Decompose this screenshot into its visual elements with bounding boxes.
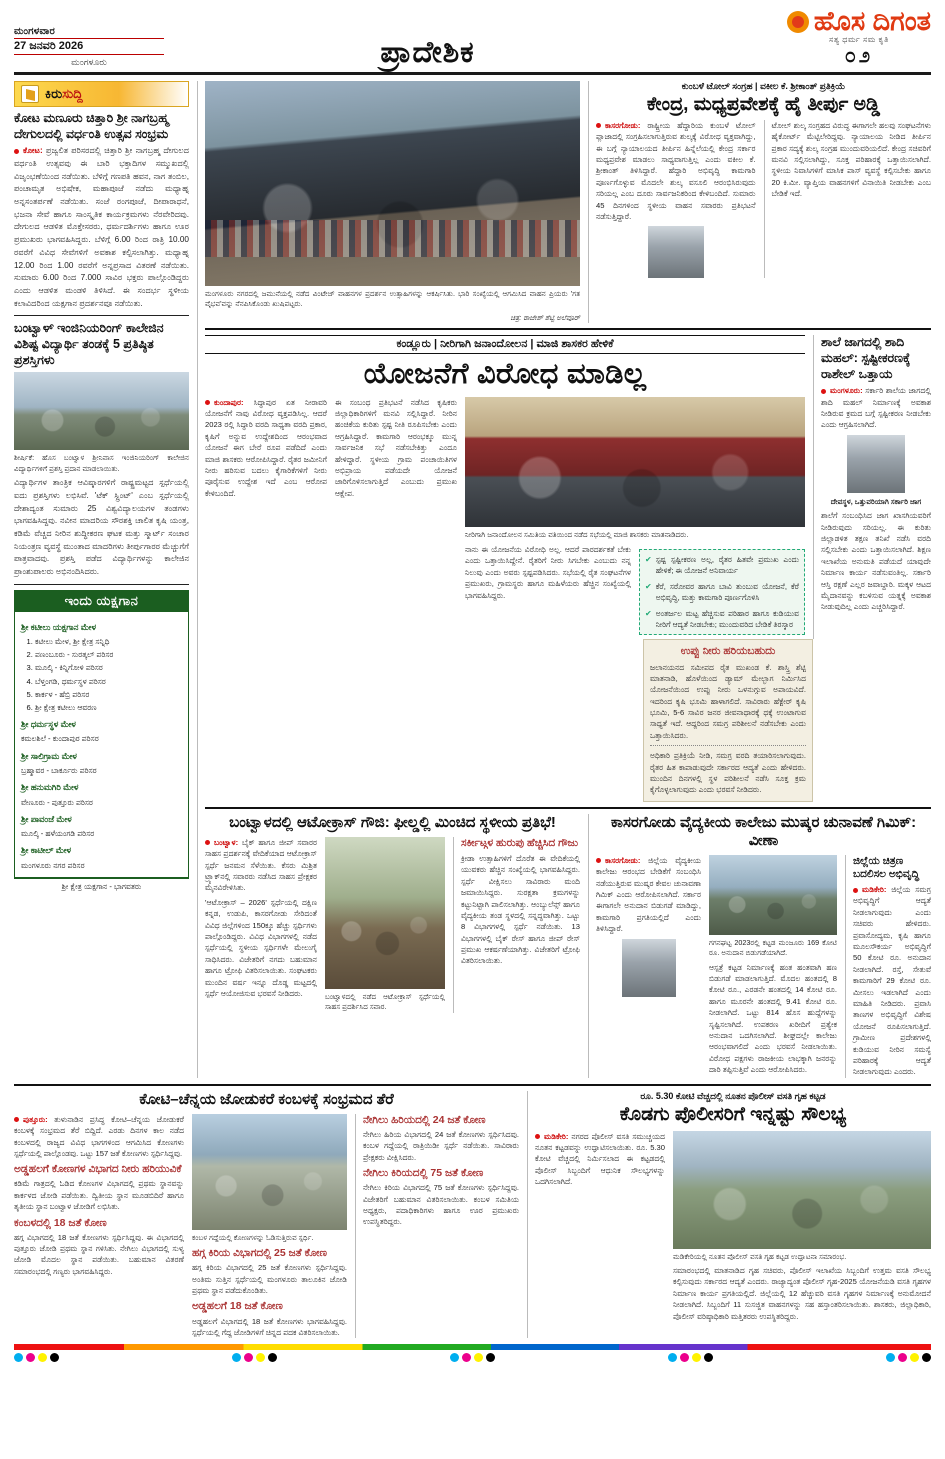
list-item: 6. ಶ್ರೀ ಕ್ಷೇತ್ರ ಕಟೀಲು ಆವರಣ bbox=[35, 702, 182, 714]
district-text: ಜಿಲ್ಲೆಯ ಸಮಗ್ರ ಅಭಿವೃದ್ಧಿಗೆ ಆದ್ಯತೆ ನೀಡಲಾಗುವುದು ಎಂದು ಸಚಿವರು ಹೇಳಿದರು. ಪ್ರವಾಸೋದ್ಯಮ, ಕೃಷಿ ಹಾಗೂ ಮೂಲಸೌಕರ್ಯ ಅಭಿವೃದ್ಧಿಗೆ 50 ಕೋಟಿ ರೂ. ಅನುದಾನ ನೀಡಲಾಗಿದೆ. ರಸ್ತೆ, ಸೇತುವೆ ಕಾಮಗಾರಿಗೆ 29 ಕೋಟಿ ರೂ. ಮೀಸಲು ಇಡಲಾಗಿದೆ ಎಂದು ಮಾಹಿತಿ ನೀಡಿದರು. ಪ್ರವಾಸಿ ತಾಣಗಳ ಅಭಿವೃದ್ಧಿಗೆ ವಿಶೇಷ ಯೋಜನೆ ರೂಪಿಸಲಾಗುತ್ತಿದೆ. ಗ್ರಾಮೀಣ ಪ್ರದೇಶಗಳಲ್ಲಿ ಕುಡಿಯುವ ನೀರಿನ ಸಮಸ್ಯೆ ಪರಿಹಾರಕ್ಕೆ ಆದ್ಯತೆ ನೀಡಲಾಗುವುದು ಎಂದರು. bbox=[853, 885, 931, 1077]
kambala-result2-text: ಹಗ್ಗ ಕಿರಿಯ ವಿಭಾಗದಲ್ಲಿ 25 ಜತೆ ಕೋಣಗಳು ಸ್ಪರ್ಧಿಸಿದ್ದವು. ಅಂತಿಮ ಸುತ್ತಿನ ಸ್ಪರ್ಧೆಯಲ್ಲಿ ಮಂಗಳೂರು ತಾಲೂಕಿನ ಜೋಡಿ ಪ್ರಥಮ ಸ್ಥಾನ ಪಡೆದುಕೊಂಡಿತು. bbox=[192, 1263, 347, 1296]
story1-text: ಪ್ರಜ್ವಲಿತ ಪರಿಸರದಲ್ಲಿ ಚಿತ್ತಾರಿ ಶ್ರೀ ನಾಗಬ್ರಹ್ಮ ದೇಗುಲದ ವರ್ಧಂತಿ ಉತ್ಸವವು ಈ ಬಾರಿ ಭಕ್ತಾದಿಗಳ ಸಮ್ಮುಖದಲ್ಲಿ ವಿಜೃಂಭಣೆಯಿಂದ ನಡೆಯಿತು. ಬೆಳಿಗ್ಗೆ ಗಣಪತಿ ಹವನ, ನಾಗ ತಂಬಿಲ, ಪಂಚಾಮೃತ ಅಭಿಷೇಕ, ಮಹಾಪೂಜೆ ನಡೆದು ಮಧ್ಯಾಹ್ನ ಅನ್ನಸಂತರ್ಪಣೆ ನಡೆಯಿತು. ಸಂಜೆ ರಂಗಪೂಜೆ, ದೀಪಾರಾಧನೆ, ಭಜನಾ ಸೇವೆ ಹಾಗೂ ಸಾಂಸ್ಕೃತಿಕ ಕಾರ್ಯಕ್ರಮಗಳು ನೆರವೇರಿದವು. ದೇಗುಲದ ಆಡಳಿತ ಮೊಕ್ತೇಸರರು, ಧರ್ಮದರ್ಶಿಗಳು ಹಾಗೂ ಊರ ಪ್ರಮುಖರು ಭಾಗವಹಿಸಿದ್ದರು. ಬೆಳಿಗ್ಗೆ 6.00 ರಿಂದ ರಾತ್ರಿ 10.00 ರವರೆಗೆ ವಿವಿಧ ಸೇವೆಗಳಿಗೆ ಅವಕಾಶ ಕಲ್ಪಿಸಲಾಗಿತ್ತು. ಮಧ್ಯಾಹ್ನ 12.00 ರಿಂದ 1.00 ರವರೆಗೆ ಅನ್ನಪ್ರಸಾದ ವಿತರಣೆ ನಡೆಯಿತು. ಸುಮಾರು 6.00 ರಿಂದ 7.000 ಸಾವಿರ ಭಕ್ತರು ಪಾಲ್ಗೊಂಡಿದ್ದರು ಎಂದು ಆಡಳಿತ ಮಂಡಳಿ ತಿಳಿಸಿದೆ. ಈ ಸಂದರ್ಭ ಸ್ಥಳೀಯ ಕಲಾವಿದರಿಂದ ಯಕ್ಷಗಾನ ಪ್ರದರ್ಶನವೂ ನಡೆಯಿತು. bbox=[14, 146, 190, 308]
police-text-2: ಸಮಾರಂಭದಲ್ಲಿ ಮಾತನಾಡಿದ ಗೃಹ ಸಚಿವರು, ಪೊಲೀಸ್ ಇಲಾಖೆಯ ಸಿಬ್ಬಂದಿಗೆ ಉತ್ತಮ ವಸತಿ ಸೌಲಭ್ಯ ಕಲ್ಪಿಸುವುದು ಸರ್ಕಾರದ ಆದ್ಯತೆ ಎಂದರು. ರಾಜ್ಯಾದ್ಯಂತ ಪೊಲೀಸ್ ಗೃಹ-2025 ಯೋಜನೆಯಡಿ ವಸತಿ ಗೃಹಗಳ ನಿರ್ಮಾಣ ಕಾರ್ಯ ಪ್ರಗತಿಯಲ್ಲಿದೆ. ಜಿಲ್ಲೆಯಲ್ಲಿ 12 ಹೆಚ್ಚುವರಿ ವಸತಿ ಗೃಹಗಳ ನಿರ್ಮಾಣಕ್ಕೆ ಅನುಮೋದನೆ ನೀಡಲಾಗಿದೆ. ಸಿಬ್ಬಂದಿಗೆ 11 ಸುಸಜ್ಜಿತ ವಾಹನಗಳನ್ನು ಸಹ ಹಸ್ತಾಂತರಿಸಲಾಯಿತು. ಶಾಸಕರು, ಜಿಲ್ಲಾಧಿಕಾರಿ, ಪೊಲೀಸ್ ವರಿಷ್ಠಾಧಿಕಾರಿ ಮತ್ತಿತರರು ಉಪಸ್ಥಿತರಿದ್ದರು. bbox=[673, 1266, 931, 1321]
autocross-photo-col bbox=[325, 837, 445, 1013]
list-item: ಬ್ರಹ್ಮಾವರ - ಬಾರ್ಕೂರು ಪರಿಸರ bbox=[21, 766, 97, 776]
kirusuddi-label bbox=[45, 86, 83, 102]
yaksha-group-list bbox=[21, 636, 182, 714]
police-headline: ಕೊಡಗು ಪೊಲೀಸರಿಗೆ ಇನ್ನಷ್ಟು ಸೌಲಭ್ಯ bbox=[619, 1103, 847, 1125]
center-lead-block bbox=[205, 335, 931, 639]
kambala-photo-col bbox=[192, 1114, 347, 1339]
autocross-headline: ಬಂಟ್ವಾಳದಲ್ಲಿ ಆಟೋಕ್ರಾಸ್ ಗೌಜಿ: ಫೀಲ್ಡಲ್ಲಿ ಮಿಂಚಿದ ಸ್ಥಳೀಯ ಪ್ರತಿಭೆ! bbox=[229, 813, 556, 831]
kambala-story bbox=[14, 1091, 519, 1339]
kambala-result3-text: ನೇಗಿಲು ಕಿರಿಯ ವಿಭಾಗದಲ್ಲಿ 75 ಜತೆ ಕೋಣಗಳು ಸ್ಪರ್ಧಿಸಿದ್ದವು. ವಿಜೇತರಿಗೆ ಬಹುಮಾನ ವಿತರಿಸಲಾಯಿತು. ಕಂಬಳ ಸಮಿತಿಯ ಅಧ್ಯಕ್ಷರು, ಪದಾಧಿಕಾರಿಗಳು ಹಾಗೂ ಊರ ಪ್ರಮುಖರು ಉಪಸ್ಥಿತರಿದ್ದರು. bbox=[363, 1183, 519, 1227]
sun-icon bbox=[787, 11, 809, 33]
medical-story bbox=[588, 814, 931, 1078]
list-item: 5. ಕಾರ್ಕಳ - ಹೆಬ್ರಿ ಪರಿಸರ bbox=[35, 689, 182, 701]
police-text-1: ನಗರದ ಪೊಲೀಸ್ ವಸತಿ ಸಮುಚ್ಚಯದ ನೂತನ ಕಟ್ಟಡವನ್ನು ಉದ್ಘಾಟಿಸಲಾಯಿತು. ರೂ. 5.30 ಕೋಟಿ ವೆಚ್ಚದಲ್ಲಿ ನಿರ್ಮಿಸಲಾದ ಈ ಕಟ್ಟಡದಲ್ಲಿ ಪೊಲೀಸ್ ಸಿಬ್ಬಂದಿಗೆ ಆಧುನಿಕ ಸೌಲಭ್ಯಗಳನ್ನು ಒದಗಿಸಲಾಗಿದೆ. bbox=[535, 1131, 665, 1187]
lead-kicker: ಕಂಡ್ಲೂರು | ನೀರಿಗಾಗಿ ಜನಾಂದೋಲನ | ಮಾಜಿ ಶಾಸಕರ ಹೇಳಿಕೆ bbox=[205, 335, 805, 354]
top-row bbox=[205, 81, 931, 323]
medical-col-1 bbox=[596, 855, 701, 1078]
police-caption: ಮಡಿಕೇರಿಯಲ್ಲಿ ನೂತನ ಪೊಲೀಸ್ ವಸತಿ ಗೃಹ ಕಟ್ಟಡ ಉದ್ಘಾಟನಾ ಸಮಾರಂಭ. bbox=[673, 1251, 847, 1261]
logo-title: ಹೊಸ ದಿಗಂತ bbox=[813, 6, 931, 36]
kambala-result2-text: ಅಡ್ಡಹಲಗೆ ವಿಭಾಗದಲ್ಲಿ 18 ಜತೆ ಕೋಣಗಳು ಭಾಗವಹಿಸಿದ್ದವು. ಸ್ಪರ್ಧೆಯಲ್ಲಿ ಗೆದ್ದ ಜೋಡಿಗಳಿಗೆ ಚಿನ್ನದ ಪದಕ ವಿತರಿಸಲಾಯಿತು. bbox=[192, 1316, 347, 1337]
lead-caption: ನೀರಿಗಾಗಿ ಜನಾಂದೋಲನ ಸಮಿತಿಯ ವತಿಯಿಂದ ನಡೆದ ಸಭೆಯಲ್ಲಿ ಮಾಜಿ ಶಾಸಕರು ಮಾತನಾಡಿದರು. bbox=[465, 529, 689, 539]
lead-bullets-wrap bbox=[639, 544, 805, 635]
kambala-result3-text: ನೇಗಿಲು ಹಿರಿಯ ವಿಭಾಗದಲ್ಲಿ 24 ಜತೆ ಕೋಣಗಳು ಸ್ಪರ್ಧಿಸಿದವು. ಕಂಬಳ ಗದ್ದೆಯಲ್ಲಿ ರಾತ್ರಿಯಿಡೀ ಸ್ಪರ್ಧೆ ನಡೆಯಿತು. ಸಾವಿರಾರು ಪ್ರೇಕ್ಷಕರು ವೀಕ್ಷಿಸಿದರು. bbox=[363, 1129, 519, 1162]
uppu-box-wrap bbox=[643, 639, 813, 801]
police-col-1 bbox=[535, 1131, 665, 1322]
autocross-col-3 bbox=[453, 837, 580, 1013]
uppu-text-2: ಅಧಿಕಾರಿ ಪ್ರತಿಕ್ರಿಯೆ ನೀಡಿ, ಸಮಗ್ರ ವರದಿ ತಯಾರಿಸಲಾಗುವುದು. ರೈತರ ಹಿತ ಕಾಪಾಡುವುದೇ ಸರ್ಕಾರದ ಆದ್ಯತೆ ಎಂದು ಹೇಳಿದರು. ಮುಂದಿನ ದಿನಗಳಲ್ಲಿ ಸ್ಥಳ ಪರಿಶೀಲನೆ ನಡೆಸಿ ಸೂಕ್ತ ಕ್ರಮ ಕೈಗೊಳ್ಳಲಾಗುವುದು ಎಂದು ಭರವಸೆ ನೀಡಿದರು. bbox=[650, 751, 806, 795]
masthead-center bbox=[164, 38, 691, 68]
story2-caption: ಶೀರ್ಷಿಕೆ: ಹೊಸ ಬಂಟ್ವಾಳ ಶ್ರೀನಿವಾಸ ಇಂಜಿನಿಯರಿಂಗ್ ಕಾಲೇಜಿನ ವಿದ್ಯಾರ್ಥಿಗಳಿಗೆ ಪ್ರಶಸ್ತಿ ಪ್ರದಾನ ಮಾಡಲಾಯಿತು. bbox=[14, 453, 189, 473]
story1-body bbox=[14, 145, 189, 310]
autocross-subtext: ಕ್ರೀಡಾ ಉತ್ಸಾಹಿಗಳಿಗೆ ದೊರೆತ ಈ ವೇದಿಕೆಯಲ್ಲಿ ಯುವಕರು ಹೆಚ್ಚಿನ ಸಂಖ್ಯೆಯಲ್ಲಿ ಭಾಗವಹಿಸಿದ್ದರು. ಸ್ಪರ್ಧೆ ವೀಕ್ಷಿಸಲು ಸಾವಿರಾರು ಮಂದಿ ಜಮಾಯಿಸಿದ್ದರು. ಸುರಕ್ಷತಾ ಕ್ರಮಗಳನ್ನು ಕಟ್ಟುನಿಟ್ಟಾಗಿ ಪಾಲಿಸಲಾಗಿತ್ತು. ಆಂಬ್ಯುಲೆನ್ಸ್ ಹಾಗೂ ವೈದ್ಯಕೀಯ ತಂಡ ಸ್ಥಳದಲ್ಲಿ ಸನ್ನದ್ಧವಾಗಿತ್ತು. ಒಟ್ಟು 8 ವಿಭಾಗಗಳಲ್ಲಿ ಸ್ಪರ್ಧೆ ನಡೆಯಿತು. 13 ವಿಭಾಗಗಳಲ್ಲಿ ಬೈಕ್ ರೇಸ್ ಹಾಗೂ ಜೀಪ್ ರೇಸ್ ಪ್ರಮುಖ ಆಕರ್ಷಣೆಯಾಗಿತ್ತು. ವಿಜೇತರಿಗೆ ಟ್ರೋಫಿ ವಿತರಿಸಲಾಯಿತು. bbox=[461, 853, 580, 966]
kambala-dateline: ಪುತ್ತೂರು: bbox=[14, 1115, 48, 1124]
logo-subtitle: ಸತ್ಯ ಧರ್ಮ ಸಮ ಕೃತಿ bbox=[828, 35, 889, 44]
reg-group bbox=[886, 1353, 931, 1362]
lead-text-3: ನಾನು ಈ ಯೋಜನೆಯ ವಿರೋಧಿ ಅಲ್ಲ. ಆದರೆ ಪಾರದರ್ಶಕತೆ ಬೇಕು ಎಂದು ಒತ್ತಾಯಿಸಿದ್ದೇನೆ. ರೈತರಿಗೆ ನೀರು ಸಿಗಬೇಕು ಎಂಬುದು ನನ್ನ ನಿಲುವು ಎಂದು ಅವರು ಸ್ಪಷ್ಟಪಡಿಸಿದರು. ಸಭೆಯಲ್ಲಿ ರೈತ ಸಂಘಟನೆಗಳ ಪ್ರಮುಖರು, ಗ್ರಾಮಸ್ಥರು ಹಾಗೂ ಮಹಿಳೆಯರು ಹೆಚ್ಚಿನ ಸಂಖ್ಯೆಯಲ್ಲಿ ಭಾಗವಹಿಸಿದ್ದರು. bbox=[465, 545, 631, 600]
lead-bullets bbox=[639, 549, 805, 635]
autocross-photo bbox=[325, 837, 445, 989]
reg-group bbox=[14, 1353, 59, 1362]
bullet-item: ✔ ಸ್ಪಷ್ಟ ಸ್ಪಷ್ಟೀಕರಣ ಅಲ್ಲ, ರೈತರ ಹಿತವೇ ಪ್ರಮುಖ ಎಂದು ಹೇಳಿಕೆ; ಈ ಯೋಜನೆ ಅನಿವಾರ್ಯ bbox=[645, 554, 799, 577]
police-dateline: ಮಡಿಕೇರಿ: bbox=[535, 1132, 568, 1141]
story2-headline: ಬಂಟ್ವಾಳ್ ಇಂಜಿನಿಯರಿಂಗ್ ಕಾಲೇಜಿನ ವಿಶಿಷ್ಟ ವಿದ್ಯಾರ್ಥಿ ತಂಡಕ್ಕೆ 5 ಪ್ರತಿಷ್ಠಿತ ಪ್ರಶಸ್ತಿಗಳು bbox=[14, 321, 164, 367]
vintage-car-photo-block bbox=[205, 81, 580, 323]
page-title: ಪ್ರಾದೇಶಿಕ bbox=[380, 36, 475, 69]
uppu-box bbox=[643, 639, 813, 801]
district-dateline: ಮಡಿಕೇರಿ: bbox=[853, 885, 886, 894]
lead-col-2 bbox=[335, 397, 457, 636]
yakshagana-box bbox=[14, 590, 189, 895]
center-right-rail bbox=[813, 335, 931, 639]
toll-text-1: ರಾಷ್ಟ್ರೀಯ ಹೆದ್ದಾರಿಯ ಕುಂಬಳೆ ಟೋಲ್ ಪ್ಲಾಜಾದಲ್ಲಿ ಸಂಗ್ರಹಿಸಲಾಗುತ್ತಿರುವ ಶುಲ್ಕಕ್ಕೆ ವಿರೋಧ ವ್ಯಕ್ತವಾಗಿದ್ದು, ಈ ಬಗ್ಗೆ ನ್ಯಾಯಾಲಯದ ತೀರ್ಪಿನ ಹಿನ್ನೆಲೆಯಲ್ಲಿ ಕೇಂದ್ರ ಸರ್ಕಾರ ಮಧ್ಯಪ್ರವೇಶ ಮಾಡಲು ಸಾಧ್ಯವಾಗುತ್ತಿಲ್ಲ ಎಂದು ವಕೀಲ ಕೆ. ಶ್ರೀಕಾಂತ್ ತಿಳಿಸಿದ್ದಾರೆ. ಹೆದ್ದಾರಿ ಅಭಿವೃದ್ಧಿ ಕಾಮಗಾರಿ ಪೂರ್ಣಗೊಳ್ಳುವ ಮೊದಲೇ ಶುಲ್ಕ ವಸೂಲಿ ಆರಂಭಿಸಿರುವುದು ಸರಿಯಲ್ಲ ಎಂಬ ದೂರು ಸಾರ್ವಜನಿಕರಿಂದ ಕೇಳಿಬಂದಿದೆ. ಸುಮಾರು 45 ದಿನಗಳಿಂದ ಸ್ಥಳೀಯ ವಾಹನ ಸವಾರರು ಪ್ರತಿಭಟನೆ ನಡೆಸುತ್ತಿದ್ದಾರೆ. bbox=[596, 120, 756, 221]
kambala-result2-title: ಹಗ್ಗ ಕಿರಿಯ ವಿಭಾಗದಲ್ಲಿ 25 ಜತೆ ಕೋಣ bbox=[192, 1247, 327, 1260]
srikanth-portrait bbox=[648, 226, 704, 278]
lead-photo bbox=[465, 397, 805, 527]
bullet-item: ✔ ಕೆರೆ, ಸರೋವರ ಹಾಗೂ ಬಾವಿ ತುಂಬುವ ಯೋಜನೆ, ಕೆರೆ ಅಭಿವೃದ್ಧಿ, ಮತ್ತು ಕಾಮಗಾರಿ ಪೂರ್ಣಗೊಳಿಸಿ bbox=[645, 581, 799, 604]
yakshagana-body bbox=[14, 612, 189, 878]
toll-kicker: ಕುಂಬಳೆ ಟೋಲ್ ಸಂಗ್ರಹ | ವಕೀಲ ಕೆ. ಶ್ರೀಕಾಂತ್ ಪ್ರತಿಕ್ರಿಯೆ bbox=[681, 81, 846, 91]
kirusuddi-banner bbox=[14, 81, 189, 107]
bullet-item: ✔ ಅಂತರ್ಜಲ ಮಟ್ಟ ಹೆಚ್ಚಿಸುವ ಪರಿಹಾರ ಹಾಗೂ ಕುಡಿಯುವ ನೀರಿಗೆ ಆದ್ಯತೆ ನೀಡಬೇಕು; ಮುಂದುವರಿದ ಬೇಡಿಕೆ ತಿರಸ್ಕಾರ bbox=[645, 608, 799, 631]
rashel-portrait bbox=[847, 435, 905, 493]
toll-story bbox=[588, 81, 931, 323]
reg-group bbox=[232, 1353, 277, 1362]
story2-text: ವಿದ್ಯಾರ್ಥಿಗಳ ತಾಂತ್ರಿಕ ಆವಿಷ್ಕಾರಗಳಿಗೆ ರಾಷ್ಟ್ರಮಟ್ಟದ ಸ್ಪರ್ಧೆಯಲ್ಲಿ ಐದು ಪ್ರಶಸ್ತಿಗಳು ಲಭಿಸಿವೆ. 'ಟೆಕ್ ಸ್ಪ್ರಿಂಟ್' ಎಂಬ ಸ್ಪರ್ಧೆಯಲ್ಲಿ ದೇಶಾದ್ಯಂತ ಸುಮಾರು 25 ವಿಶ್ವವಿದ್ಯಾಲಯಗಳ ತಂಡಗಳು ಭಾಗವಹಿಸಿದ್ದವು. ನವೀನ ಮಾದರಿಯ ಸೌರಶಕ್ತಿ ಚಾಲಿತ ಕೃಷಿ ಯಂತ್ರ, ಕಡಿಮೆ ವೆಚ್ಚದ ನೀರಿನ ಶುದ್ಧೀಕರಣ ಘಟಕ ಮತ್ತು ಸ್ಮಾರ್ಟ್ ಸಂಚಾರ ನಿಯಂತ್ರಣ ವ್ಯವಸ್ಥೆ ಮುಂತಾದ ಮಾದರಿಗಳು ತೀರ್ಪುಗಾರರ ಮೆಚ್ಚುಗೆಗೆ ಪಾತ್ರವಾದವು. ಪ್ರಶಸ್ತಿ ಪಡೆದ ವಿದ್ಯಾರ್ಥಿಗಳನ್ನು ಕಾಲೇಜಿನ ಪ್ರಾಂಶುಪಾಲರು ಅಭಿನಂದಿಸಿದರು. bbox=[14, 478, 189, 577]
district-headline: ಜಿಲ್ಲೆಯ ಚಿತ್ರಣ ಬದಲಿಸಲ ಅಭಿವೃದ್ಧಿ bbox=[853, 854, 920, 880]
kambala-headline: ಕೋಟಿ–ಚೆನ್ನಯ ಜೋಡುಕರೆ ಕಂಬಳಕ್ಕೆ ಸಂಭ್ರಮದ ತೆರೆ bbox=[139, 1090, 394, 1108]
autocross-story bbox=[205, 814, 580, 1078]
wedding-text-2: ಶಾಲೆಗೆ ಸಂಬಂಧಿಸಿದ ಜಾಗ ಖಾಸಗಿಯವರಿಗೆ ನೀಡಿರುವುದು ಸರಿಯಲ್ಲ. ಈ ಕುರಿತು ಜಿಲ್ಲಾಡಳಿತ ತಕ್ಷಣ ತನಿಖೆ ನಡೆಸಿ ವರದಿ ಸಲ್ಲಿಸಬೇಕು ಎಂದು ಒತ್ತಾಯಿಸಲಾಗಿದೆ. ಶಿಕ್ಷಣ ಇಲಾಖೆಯ ಅನುಮತಿ ಪಡೆಯದೆ ಯಾವುದೇ ನಿರ್ಮಾಣ ಕಾರ್ಯ ನಡೆಸುವಂತಿಲ್ಲ. ಸರ್ಕಾರಿ ಆಸ್ತಿ ರಕ್ಷಣೆ ಎಲ್ಲರ ಜವಾಬ್ದಾರಿ. ಮಕ್ಕಳ ಆಟದ ಮೈದಾನವನ್ನು ಕಬಳಿಸುವ ಯತ್ನಕ್ಕೆ ಅವಕಾಶ ನೀಡುವುದಿಲ್ಲ ಎಂದು ಎಚ್ಚರಿಸಿದ್ದಾರೆ. bbox=[821, 511, 931, 612]
list-item: ಕಮಲಶಿಲೆ - ಕುಂದಾಪುರ ಪರಿಸರ bbox=[21, 734, 99, 744]
district-story bbox=[845, 855, 931, 1078]
newspaper-logo bbox=[787, 8, 931, 68]
toll-dateline: ಕಾಸರಗೋಡು: bbox=[596, 121, 640, 130]
police-kicker: ರೂ. 5.30 ಕೋಟಿ ವೆಚ್ಚದಲ್ಲಿ ನೂತನ ಪೊಲೀಸ್ ವಸತಿ ಗೃಹ ಕಟ್ಟಡ bbox=[640, 1090, 826, 1101]
masthead-day: ಮಂಗಳವಾರ bbox=[14, 26, 56, 37]
masthead-date: 27 ಜನವರಿ 2026 bbox=[14, 38, 164, 55]
top-block bbox=[14, 81, 931, 1078]
masthead-right bbox=[691, 8, 931, 68]
list-item: ಮೂಲ್ಕಿ - ಹಳೆಯಂಗಡಿ ಪರಿಸರ bbox=[21, 829, 95, 839]
masthead bbox=[14, 8, 931, 75]
kambala-result-text: ಕಡಿಮೆ ಗಾತ್ರದಲ್ಲಿ ಓಡಿದ ಕೋಣಗಳ ವಿಭಾಗದಲ್ಲಿ ಪ್ರಥಮ ಸ್ಥಾನವನ್ನು ಕಾರ್ಕಳದ ಜೋಡಿ ಪಡೆಯಿತು. ದ್ವಿತೀಯ ಸ್ಥಾನ ಮೂಡಬಿದಿರೆ ಹಾಗೂ ತೃತೀಯ ಸ್ಥಾನ ಬಂಟ್ವಾಳ ಜೋಡಿಗೆ ಲಭಿಸಿತು. bbox=[14, 1179, 184, 1212]
autocross-text-2: 'ಆಟೋಕ್ರಾಸ್ – 2026' ಸ್ಪರ್ಧೆಯಲ್ಲಿ ದಕ್ಷಿಣ ಕನ್ನಡ, ಉಡುಪಿ, ಕಾಸರಗೋಡು ಸೇರಿದಂತೆ ವಿವಿಧ ಜಿಲ್ಲೆಗಳಿಂದ 150ಕ್ಕೂ ಹೆಚ್ಚು ಸ್ಪರ್ಧಿಗಳು ಪಾಲ್ಗೊಂಡಿದ್ದರು. ವಿವಿಧ ವಿಭಾಗಗಳಲ್ಲಿ ನಡೆದ ಸ್ಪರ್ಧೆಯಲ್ಲಿ ಸ್ಥಳೀಯ ಸ್ಪರ್ಧಿಗಳೇ ಮೇಲುಗೈ ಸಾಧಿಸಿದರು. ವಿಜೇತರಿಗೆ ನಗದು ಬಹುಮಾನ ಹಾಗೂ ಟ್ರೋಫಿ ವಿತರಿಸಲಾಯಿತು. ಸಂಘಟಕರು ಮುಂದಿನ ವರ್ಷ ಇನ್ನೂ ದೊಡ್ಡ ಮಟ್ಟದಲ್ಲಿ ಸ್ಪರ್ಧೆ ಆಯೋಜಿಸುವ ಭರವಸೆ ನೀಡಿದರು. bbox=[205, 897, 317, 998]
story2-photo bbox=[14, 372, 189, 450]
kambala-result-text: ಹಗ್ಗ ವಿಭಾಗದಲ್ಲಿ 18 ಜತೆ ಕೋಣಗಳು ಸ್ಪರ್ಧಿಸಿದ್ದವು. ಈ ವಿಭಾಗದಲ್ಲಿ ಪುತ್ತೂರು ಜೋಡಿ ಪ್ರಥಮ ಸ್ಥಾನ ಗಳಿಸಿತು. ನೇಗಿಲು ವಿಭಾಗದಲ್ಲಿ ಸುಳ್ಯ ಜೋಡಿ ಮೊದಲ ಸ್ಥಾನ ಪಡೆಯಿತು. ಬಹುಮಾನ ವಿತರಣೆ ಸಮಾರಂಭದಲ್ಲಿ ಗಣ್ಯರು ಭಾಗವಹಿಸಿದ್ದರು. bbox=[14, 1232, 184, 1276]
wedding-quote-name: ದೇವಸ್ಥಳ, ಒತ್ತುವರಿಯಾಗಿ ಸರ್ಕಾರಿ ಜಾಗ bbox=[830, 496, 922, 506]
story1-dateline: ಕೋಟ: bbox=[14, 146, 43, 155]
toll-headline: ಕೇಂದ್ರ, ಮಧ್ಯಪ್ರವೇಶಕ್ಕೆ ಹೈ ತೀರ್ಪು ಅಡ್ಡಿ bbox=[646, 94, 881, 115]
list-item: ವೇಣೂರು - ಪುತ್ತೂರು ಪರಿಸರ bbox=[21, 797, 93, 807]
yakshagana-title: ಇಂದು ಯಕ್ಷಗಾನ bbox=[14, 590, 189, 612]
vintage-car-caption: ಮಂಗಳೂರು ನಗರದಲ್ಲಿ ಜಮುನೆಯಲ್ಲಿ ನಡೆದ ವಿಂಟೇಜ್ ವಾಹನಗಳ ಪ್ರದರ್ಶನ ಉತ್ಸಾಹಿಗಳನ್ನು ಆಕರ್ಷಿಸಿತು. ಭಾರಿ ಸಂಖ್ಯೆಯಲ್ಲಿ ಆಗಮಿಸಿದ ವಾಹನ ಪ್ರಿಯರು 'ಗತ ವೈಭವ'ವನ್ನು ನೆನಪಿಸಿಕೊಂಡು ಖುಷಿಪಟ್ಟರು. bbox=[205, 289, 580, 309]
column-left bbox=[14, 81, 189, 1078]
lead-col-1 bbox=[205, 397, 327, 636]
kambala-result3-title: ನೇಗಿಲು ಕಿರಿಯದಲ್ಲಿ 75 ಜತೆ ಕೋಣ bbox=[363, 1167, 484, 1180]
autocross-caption: ಬಂಟ್ವಾಳದಲ್ಲಿ ನಡೆದ ಆಟೋಕ್ರಾಸ್ ಸ್ಪರ್ಧೆಯಲ್ಲಿ ಸಾಹಸ ಪ್ರದರ್ಶಿಸಿದ ಸವಾರ. bbox=[325, 991, 445, 1012]
medical-caption: ಗಗನಘಟ್ಟ 2023ರಲ್ಲಿ ಕಟ್ಟಡ ಮಂಜೂರು 169 ಕೋಟಿ ರೂ. ಅನುದಾನ ಬಿಡುಗಡೆಯಾಗಿದೆ. bbox=[709, 937, 837, 958]
lead-headline: ಯೋಜನೆಗೆ ವಿರೋಧ ಮಾಡಿಲ್ಲ bbox=[363, 358, 647, 391]
lead-text-3-wrap bbox=[465, 544, 631, 635]
kambala-result-title: ಅಡ್ಡಹಲಗೆ ಕೋಣಗಳ ವಿಭಾಗದ ನೀರು ಹರಿಯುವಿಕೆ bbox=[14, 1163, 182, 1176]
medical-text-2: ಆಸ್ಪತ್ರೆ ಕಟ್ಟಡ ನಿರ್ಮಾಣಕ್ಕೆ ಹಂತ ಹಂತವಾಗಿ ಹಣ ಬಿಡುಗಡೆ ಮಾಡಲಾಗುತ್ತಿದೆ. ಮೊದಲ ಹಂತದಲ್ಲಿ 8 ಕೋಟಿ ರೂ., ಎರಡನೇ ಹಂತದಲ್ಲಿ 14 ಕೋಟಿ ರೂ. ಹಾಗೂ ಮೂರನೇ ಹಂತದಲ್ಲಿ 9.41 ಕೋಟಿ ರೂ. ನೀಡಲಾಗಿದೆ. ಒಟ್ಟು 814 ಹೊಸ ಹುದ್ದೆಗಳನ್ನು ಸೃಷ್ಟಿಸಲಾಗಿದೆ. ಉಪಕರಣ ಖರೀದಿಗೆ ಪ್ರತ್ಯೇಕ ಅನುದಾನ ಒದಗಿಸಲಾಗಿದೆ. ಶೀಘ್ರದಲ್ಲೇ ಕಾಲೇಜು ಆರಂಭವಾಗಲಿದೆ ಎಂದು ಭರವಸೆ ನೀಡಲಾಯಿತು. ವಿರೋಧ ಪಕ್ಷಗಳು ರಾಜಕೀಯ ಲಾಭಕ್ಕಾಗಿ ಜನರನ್ನು ದಾರಿ ತಪ್ಪಿಸುತ್ತಿವೆ ಎಂದು ಆರೋಪಿಸಿದರು. bbox=[709, 962, 837, 1075]
police-story bbox=[527, 1091, 931, 1339]
masthead-left bbox=[14, 26, 164, 68]
medical-col-2 bbox=[709, 855, 837, 1078]
kambala-result-title: ಕಂಬಳದಲ್ಲಿ 18 ಜತೆ ಕೋಣ bbox=[14, 1216, 107, 1229]
list-item: 3. ಮೂಲ್ಕಿ - ಕಿನ್ನಿಗೋಳಿ ಪರಿಸರ bbox=[35, 662, 182, 674]
lead-dateline: ಕುಂದಾಪುರ: bbox=[205, 398, 244, 407]
police-photo bbox=[673, 1131, 931, 1249]
yaksha-group-title: ಶ್ರೀ ಸಾಲಿಗ್ರಾಮ ಮೇಳ bbox=[21, 750, 77, 761]
story1-headline: ಕೋಟ ಮಣೂರು ಚಿತ್ತಾರಿ ಶ್ರೀ ನಾಗಬ್ರಹ್ಮ ದೇಗುಲದಲ್ಲಿ ವರ್ಧಂತಿ ಉತ್ಸವ ಸಂಭ್ರಮ bbox=[14, 111, 169, 141]
lead-body bbox=[205, 397, 805, 636]
yakshagana-footer: ಶ್ರೀ ಕ್ಷೇತ್ರ ಯಕ್ಷಗಾನ - ಭಾಗವತರು bbox=[14, 878, 189, 895]
autocross-dateline: ಬಂಟ್ವಾಳ: bbox=[205, 838, 238, 847]
medical-headline: ಕಾಸರಗೋಡು ವೈದ್ಯಕೀಯ ಕಾಲೇಜು ಮುಷ್ಕರ ಚುನಾವಣೆ ಗಿಮಿಕ್: ವೀಣಾ bbox=[610, 813, 917, 849]
wedding-dateline: ಮಂಗಳೂರು: bbox=[821, 386, 863, 395]
page-number: ೦೨ bbox=[844, 45, 874, 67]
list-item: 2. ಪಣಂಬೂರು - ಸುರತ್ಕಲ್ ಪರಿಸರ bbox=[35, 649, 182, 661]
reg-group bbox=[668, 1353, 713, 1362]
lead-col-photo bbox=[465, 397, 805, 636]
photo-credit: ಚಿತ್ರ: ರಾಜೇಶ್ ಶೆಟ್ಟಿ ಅಲೆವೂರ್ bbox=[510, 312, 580, 322]
uppu-headline: ಉಪ್ಪು ನೀರು ಹರಿಯಬಹುದು bbox=[680, 645, 776, 658]
autocross-text-1: ಬೈಕ್ ಹಾಗೂ ಜೀಪ್ ಸವಾರರ ಸಾಹಸ ಪ್ರದರ್ಶನಕ್ಕೆ ವೇದಿಕೆಯಾದ ಆಟೋಕ್ರಾಸ್ ಸ್ಪರ್ಧೆ ಜನಮನ ಸೆಳೆಯಿತು. ಕೆಸರು ಮಿಶ್ರಿತ ಟ್ರ್ಯಾಕ್‌ನಲ್ಲಿ ಸವಾರರು ನಡೆಸಿದ ಸಾಹಸ ಪ್ರೇಕ್ಷಕರ ಮೈನವಿರೇಳಿಸಿತು. bbox=[205, 837, 317, 893]
medical-text-1: ಜಿಲ್ಲೆಯ ವೈದ್ಯಕೀಯ ಕಾಲೇಜು ಆರಂಭದ ಬೇಡಿಕೆಗೆ ಸಂಬಂಧಿಸಿ ನಡೆಯುತ್ತಿರುವ ಮುಷ್ಕರ ಕೇವಲ ಚುನಾವಣಾ ಗಿಮಿಕ್ ಎಂದು ಆರೋಪಿಸಲಾಗಿದೆ. ಸರ್ಕಾರ ಈಗಾಗಲೇ ಅನುದಾನ ಬಿಡುಗಡೆ ಮಾಡಿದ್ದು, ಕಾಮಗಾರಿ ಪ್ರಗತಿಯಲ್ಲಿದೆ ಎಂದು ತಿಳಿಸಿದ್ದಾರೆ. bbox=[596, 855, 701, 934]
lead-lower bbox=[465, 544, 805, 635]
yaksha-group-title: ಶ್ರೀ ಪಾವಂಜೆ ಮೇಳ bbox=[21, 813, 72, 824]
kambala-photo bbox=[192, 1114, 347, 1230]
kambala-result3-title: ನೇಗಿಲು ಹಿರಿಯದಲ್ಲಿ 24 ಜತೆ ಕೋಣ bbox=[363, 1113, 486, 1126]
uppu-row bbox=[205, 639, 931, 801]
middle-row bbox=[205, 814, 931, 1078]
autocross-subhead: ಸರ್ಕೀಟ್ಗಳ ಹುರುಪು ಹೆಚ್ಚಿಸಿದ ಗೌಜು bbox=[461, 836, 579, 849]
reg-group bbox=[450, 1353, 495, 1362]
uppu-text: ಜಲಾನಯನದ ಸಮೀಪದ ರೈತ ಮುಖಂಡ ಕೆ. ಶಾಸ್ತ್ರಿ ಶೆಟ್ಟಿ ಮಾತನಾಡಿ, ಹೊಳೆಯಿಂದ ಡ್ಯಾಮ್ ಮೇಲ್ಭಾಗ ನಿರ್ಮಿಸಿದ ಯೋಜನೆಯಿಂದ ಉಪ್ಪು ನೀರು ಒಳನುಗ್ಗುವ ಅಪಾಯವಿದೆ. ಇದರಿಂದ ಕೃಷಿ ಭೂಮಿ ಹಾಳಾಗಲಿದೆ. ಸಾವಿರಾರು ಹೆಕ್ಟೇರ್ ಕೃಷಿ ಭೂಮಿ, 5-6 ಸಾವಿರ ಜನರ ಜೀವನಾಧಾರಕ್ಕೆ ಧಕ್ಕೆ ಉಂಟಾಗುವ ಸಾಧ್ಯತೆ ಇದೆ. ಆದ್ದರಿಂದ ಸಮಗ್ರ ಪರಿಶೀಲನೆ ನಡೆಸಬೇಕು ಎಂದು ಒತ್ತಾಯಿಸಿದರು. bbox=[650, 662, 806, 740]
kambala-col-1 bbox=[14, 1114, 184, 1339]
lead-text-1: ಸಿದ್ಧಾಪುರ ಏತ ನೀರಾವರಿ ಯೋಜನೆಗೆ ನಾವು ವಿರೋಧ ವ್ಯಕ್ತಪಡಿಸಿಲ್ಲ. ಆದರೆ 2023 ರಲ್ಲಿ ಸಿದ್ಧಾರಿ ವರದಿ ಸಾಧ್ಯತಾ ವರದಿ ಪ್ರಕಾರ, ಕೃಷಿಗೆ ಅನ್ನುವ ಉದ್ದೇಶದಿಂದ ಆರಂಭವಾದ ಯೋಜನೆ ಈಗ ಬೇರೆ ರೂಪ ಪಡೆದಿದೆ ಎಂದು ಮಾಜಿ ಶಾಸಕರು ಆರೋಪಿಸಿದ್ದಾರೆ. ರೈತರ ಜಮೀನಿಗೆ ನೀರು ಹರಿಸುವ ಬದಲು ಕೈಗಾರಿಕೆಗಳಿಗೆ ನೀರು ಪೂರೈಸುವ ಉದ್ದೇಶ ಇದೆ ಎಂಬ ಆರೋಪ ಕೇಳಿಬಂದಿದೆ. bbox=[205, 397, 327, 498]
kirusuddi-label-1: ಕಿರು bbox=[45, 86, 63, 101]
registration-marks bbox=[14, 1350, 931, 1362]
kambala-caption: ಕಂಬಳ ಗದ್ದೆಯಲ್ಲಿ ಕೋಣಗಳನ್ನು ಓಡಿಸುತ್ತಿರುವ ಸ್ಪರ್ಧಿ. bbox=[192, 1232, 314, 1242]
yaksha-group-title: ಶ್ರೀ ಧರ್ಮಸ್ಥಳ ಮೇಳ bbox=[21, 719, 76, 730]
autocross-col-1 bbox=[205, 837, 317, 1013]
kambala-col-3 bbox=[355, 1114, 519, 1339]
police-col-2 bbox=[673, 1131, 931, 1322]
list-item: ಮಂಗಳೂರು ನಗರ ಪರಿಸರ bbox=[21, 860, 85, 870]
medical-photo bbox=[709, 855, 837, 935]
bottom-block bbox=[14, 1091, 931, 1339]
kambala-text-1: ತುಳುನಾಡಿನ ಪ್ರಸಿದ್ಧ ಕೋಟಿ–ಚೆನ್ನಯ ಜೋಡುಕರೆ ಕಂಬಳಕ್ಕೆ ಸಂಭ್ರಮದ ತೆರೆ ಬಿದ್ದಿದೆ. ಎರಡು ದಿನಗಳ ಕಾಲ ನಡೆದ ಕಂಬಳದಲ್ಲಿ ರಾಜ್ಯದ ವಿವಿಧ ಭಾಗಗಳಿಂದ ಆಗಮಿಸಿದ ಕೋಣಗಳು ಸ್ಪರ್ಧೆಯಲ್ಲಿ ಪಾಲ್ಗೊಂಡವು. ಒಟ್ಟು 157 ಜತೆ ಕೋಣಗಳು ಸ್ಪರ್ಧಿಸಿದ್ದವು. bbox=[14, 1114, 184, 1158]
vintage-car-photo bbox=[205, 81, 580, 286]
yaksha-group-title: ಶ್ರೀ ಕಾಟೀಲ್ ಮೇಳ bbox=[21, 845, 72, 856]
medical-dateline: ಕಾಸರಗೋಡು: bbox=[596, 856, 640, 865]
list-item: 1. ಕಟೀಲು ಮೇಳ, ಶ್ರೀ ಕ್ಷೇತ್ರ ಸನ್ನಿಧಿ bbox=[35, 636, 182, 648]
toll-text-2: ಟೋಲ್ ಶುಲ್ಕ ಸಂಗ್ರಹದ ವಿರುದ್ಧ ಈಗಾಗಲೇ ಹಲವು ಸಂಘಟನೆಗಳು ಹೈಕೋರ್ಟ್ ಮೆಟ್ಟಿಲೇರಿದ್ದವು. ನ್ಯಾಯಾಲಯ ನೀಡಿದ ತೀರ್ಪಿನ ಪ್ರಕಾರ ಸದ್ಯಕ್ಕೆ ಶುಲ್ಕ ಸಂಗ್ರಹ ಮುಂದುವರಿಯಲಿದೆ. ಕೇಂದ್ರ ಸಚಿವರಿಗೆ ಮನವಿ ಸಲ್ಲಿಸಲಾಗಿದ್ದು, ಸೂಕ್ತ ಪರಿಹಾರಕ್ಕೆ ಒತ್ತಾಯಿಸಲಾಗಿದೆ. ಸ್ಥಳೀಯ ನಿವಾಸಿಗಳಿಗೆ ಮಾಸಿಕ ಪಾಸ್ ವ್ಯವಸ್ಥೆ ಕಲ್ಪಿಸಬೇಕು ಹಾಗೂ 20 ಕಿ.ಮೀ. ವ್ಯಾಪ್ತಿಯ ವಾಹನಗಳಿಗೆ ವಿನಾಯಿತಿ ನೀಡಬೇಕು ಎಂಬ ಬೇಡಿಕೆ ಇದೆ. bbox=[771, 120, 931, 199]
wedding-text-1: ಸರ್ಕಾರಿ ಶಾಲೆಯ ಜಾಗದಲ್ಲಿ ಶಾದಿ ಮಹಲ್ ನಿರ್ಮಾಣಕ್ಕೆ ಅವಕಾಶ ನೀಡಿರುವ ಕ್ರಮದ ಬಗ್ಗೆ ಸ್ಪಷ್ಟೀಕರಣ ನೀಡಬೇಕು ಎಂದು ಆಗ್ರಹಿಸಲಾಗಿದೆ. bbox=[821, 386, 931, 430]
yaksha-group-title: ಶ್ರೀ ಕಟೀಲು ಯಕ್ಷಗಾನ ಮೇಳ bbox=[21, 621, 97, 632]
toll-col-2 bbox=[764, 120, 932, 279]
wedding-headline: ಶಾಲೆ ಜಾಗದಲ್ಲಿ ಶಾದಿ ಮಹಲ್: ಸ್ಪಷ್ಟೀಕರಣಕ್ಕೆ ರಾಶೇಲ್ ಒತ್ತಾಯ bbox=[821, 335, 911, 381]
yaksha-group-title: ಶ್ರೀ ಹನುಮಗಿರಿ ಮೇಳ bbox=[21, 782, 79, 793]
veena-portrait bbox=[622, 939, 676, 997]
toll-col-1 bbox=[596, 120, 756, 279]
toll-body bbox=[596, 120, 931, 279]
column-main bbox=[197, 81, 931, 1078]
kambala-result2-title: ಅಡ್ಡಹಲಗೆ 18 ಜತೆ ಕೋಣ bbox=[192, 1300, 283, 1313]
center-lead-main bbox=[205, 335, 805, 639]
masthead-city: ಮಂಗಳೂರು bbox=[71, 57, 107, 67]
kirusuddi-label-2: ಸುದ್ದಿ bbox=[62, 86, 83, 101]
lead-text-2: ಈ ಸಂಬಂಧ ಪ್ರತಿಭಟನೆ ನಡೆಸಿದ ಕೃಷಿಕರು ಜಿಲ್ಲಾಧಿಕಾರಿಗಳಿಗೆ ಮನವಿ ಸಲ್ಲಿಸಿದ್ದಾರೆ. ನೀರಿನ ಹಂಚಿಕೆಯ ಕುರಿತು ಸ್ಪಷ್ಟ ನೀತಿ ರೂಪಿಸಬೇಕು ಎಂದು ಆಗ್ರಹಿಸಿದ್ದಾರೆ. ಕಾಮಗಾರಿ ಆರಂಭಕ್ಕೂ ಮುನ್ನ ಸಾರ್ವಜನಿಕ ಸಭೆ ನಡೆಸಬೇಕಿತ್ತು ಎಂದೂ ಹೇಳಿದ್ದಾರೆ. ಸ್ಥಳೀಯ ಗ್ರಾಮ ಪಂಚಾಯಿತಿಗಳ ಅಭಿಪ್ರಾಯ ಪಡೆಯದೇ ಯೋಜನೆ ಜಾರಿಗೊಳಿಸಲಾಗುತ್ತಿದೆ ಎಂಬುದು ಪ್ರಮುಖ ಆಕ್ಷೇಪ. bbox=[335, 397, 457, 498]
list-item: 4. ಬೆಳ್ತಂಗಡಿ, ಧರ್ಮಸ್ಥಳ ಪರಿಸರ bbox=[35, 676, 182, 688]
megaphone-icon bbox=[21, 85, 39, 103]
